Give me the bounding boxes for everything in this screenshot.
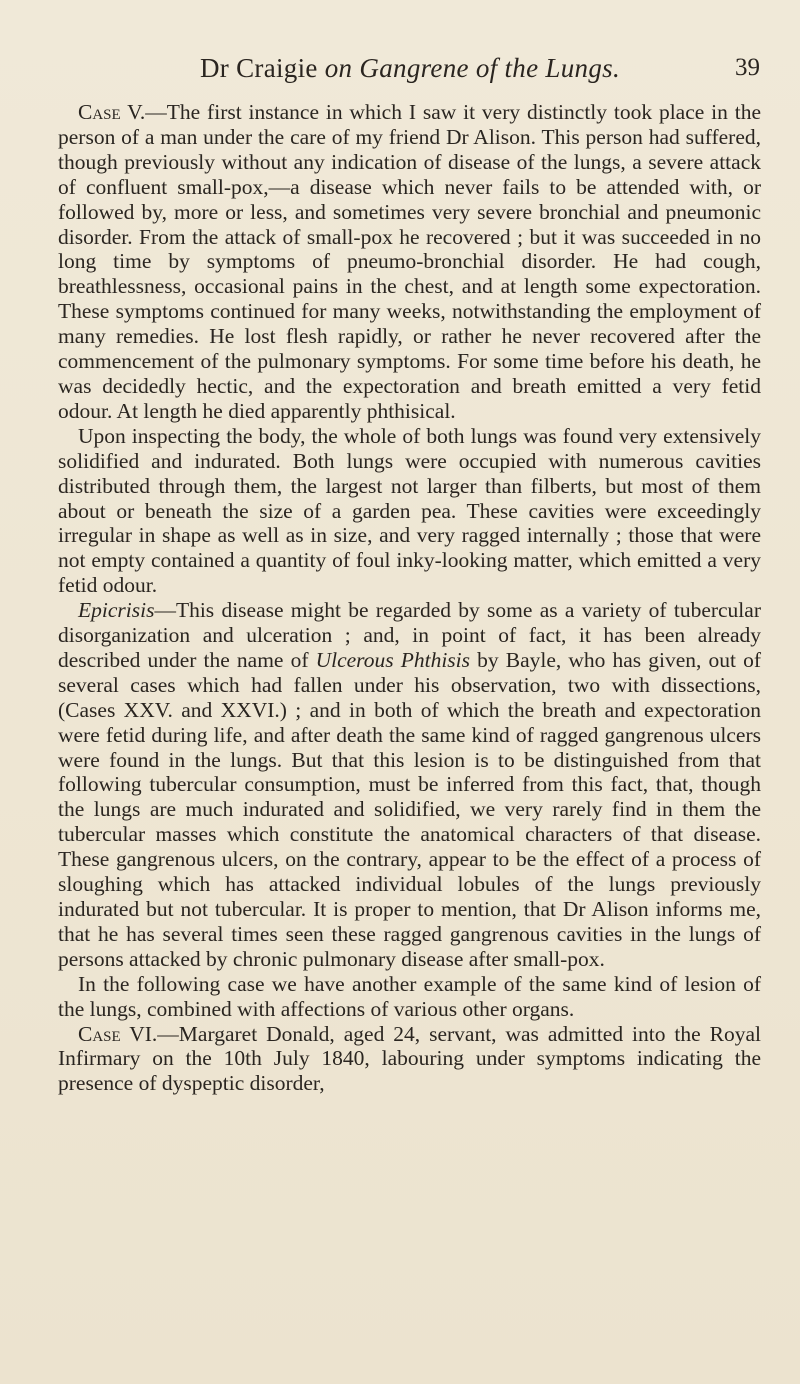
case-heading: Case VI. [78,1021,158,1046]
running-title-on: on [324,53,353,83]
running-title [60,48,760,88]
running-title-subject: Gangrene of the Lungs. [359,53,621,83]
paragraph-text: —The first instance in which I saw it very distinctly took place in the person of a man under the care of my friend Dr Alison. This person had suffered, though previously without any indication of disease of the lungs, a severe attack of confluent small-pox,—a disease which never fails to be attended with, or followed by, more or less, and sometimes very severe bronchial and pneumonic disorder. From the attack of small-pox he recovered ; but it was succeeded in no long time by symptoms of pneumo-bronchial disorder. He had cough, breathlessness, occasional pains in the chest, and at length some expectoration. These symptoms continued for many weeks, notwithstanding the employment of many remedies. He lost flesh rapidly, or rather he never recovered after the commencement of the pulmonary symptoms. For some time before his death, he was decidedly hectic, and the expectoration and breath emitted a very fetid odour. At length he died apparently phthisical. [58,100,761,423]
paragraph-text: Upon inspecting the body, the whole of both lungs was found very extensively solidified and indurated. Both lungs were occupied with numerous cavities distributed through them, the largest not larger than filberts, but most of them about or beneath the size of a garden pea. These cavities were exceedingly irregular in shape as well as in size, and very ragged internally ; those that were not empty contained a quantity of foul inky-looking matter, which emitted a very fetid odour. [58,423,761,598]
paragraph-text: —This disease might be regarded by some as a variety of tubercular disorganization and ulceration ; and, in point of fact, it has been already described under the name of [58,598,761,672]
paragraph-text: by Bayle, who has given, out of several cases which had fallen under his observation, two with dissections, (Cases XXV. and XXVI.) ; and in both of which the breath and expectoration were fetid during life, and after death the same kind of ragged gangrenous ulcers were found in the lungs. But that this lesion is to be distinguished from that following tubercular consumption, must be inferred from this fact, that, though the lungs are much indurated and solidified, we very rarely find in them the tubercular masses which constitute the anatomical characters of that disease. These gangrenous ulcers, on the contrary, appear to be the effect of a process of sloughing which has attacked individual lobules of the lungs previously indurated but not tubercular. It is proper to mention, that Dr Alison informs me, that he has several times seen these ragged gangrenous cavities in the lungs of persons attacked by chronic pulmonary disease after small-pox. [58,647,761,971]
ulcerous-phthisis-term: Ulcerous Phthisis [315,647,471,672]
paragraph-case-v [58,100,761,424]
page-number: 39 [735,54,760,81]
case-heading: Case V. [78,100,146,124]
running-head [60,48,760,88]
paragraph-following-case [58,972,761,1022]
paragraph-text: —Margaret Donald, aged 24, servant, was admitted into the Royal Infirmary on the 10th July 1840, labouring under symptoms indicating the presence of dyspeptic disorder, [58,1021,761,1096]
epicrisis-heading: Epicrisis [78,598,155,623]
paragraph-text: In the following case we have another example of the same kind of lesion of the lungs, combined with affections of various other organs. [58,971,761,1021]
running-title-author: Dr Craigie [199,53,318,83]
paragraph-case-vi [58,1022,761,1097]
paragraph-epicrisis [58,598,761,972]
paragraph-inspection [58,424,761,598]
body-text [58,100,761,1096]
